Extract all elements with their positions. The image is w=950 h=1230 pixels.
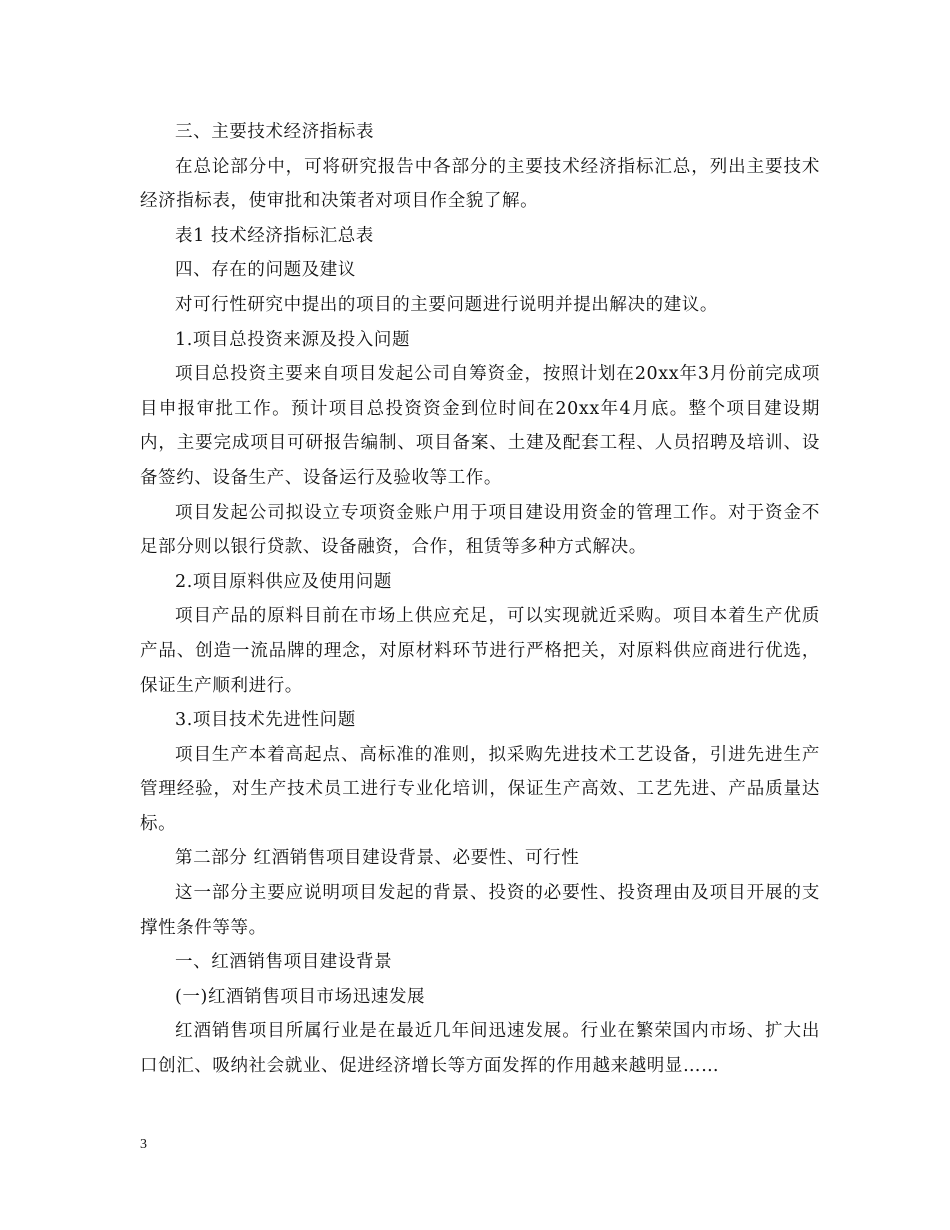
part-heading: 第二部分 红酒销售项目建设背景、必要性、可行性	[175, 848, 580, 869]
subsection-heading: 3.项目技术先进性问题	[175, 710, 356, 731]
body-paragraph: 对可行性研究中提出的项目的主要问题进行说明并提出解决的建议。	[175, 294, 718, 315]
body-paragraph: 在总论部分中，可将研究报告中各部分的主要技术经济指标汇总，列出主要技术经济指标表，使审批和决策者对项目作全貌了解。	[140, 156, 820, 212]
subsection-heading: 1.项目总投资来源及投入问题	[175, 329, 411, 350]
body-paragraph: 红酒销售项目所属行业是在最近几年间迅速发展。行业在繁荣国内市场、扩大出口创汇、吸纳社会就业、促进经济增长等方面发挥的作用越来越明显……	[140, 1021, 820, 1077]
body-paragraph: 项目生产本着高起点、高标准的准则，拟采购先进技术工艺设备，引进先进生产管理经验，对生产技术员工进行专业化培训，保证生产高效、工艺先进、产品质量达标。	[140, 744, 820, 834]
page-number: 3	[140, 1137, 147, 1152]
body-paragraph: 项目总投资主要来自项目发起公司自筹资金，按照计划在20xx年3月份前完成项目申报审批工作。预计项目总投资资金到位时间在20xx年4月底。整个项目建设期内，主要完成项目可研报告编制、项目备案、土建及配套工程、人员招聘及培训、设备签约、设备生产、设备运行及验收等工作。	[140, 364, 820, 488]
body-paragraph: 项目产品的原料目前在市场上供应充足，可以实现就近采购。项目本着生产优质产品、创造一流品牌的理念，对原材料环节进行严格把关，对原料供应商进行优选，保证生产顺利进行。	[140, 606, 820, 696]
table-caption: 表1 技术经济指标汇总表	[175, 225, 374, 246]
subsection-heading: 2.项目原料供应及使用问题	[175, 571, 392, 592]
subsection-heading: (一)红酒销售项目市场迅速发展	[175, 986, 426, 1007]
section-heading: 一、红酒销售项目建设背景	[175, 952, 393, 973]
body-paragraph: 项目发起公司拟设立专项资金账户用于项目建设用资金的管理工作。对于资金不足部分则以银行贷款、设备融资，合作，租赁等多种方式解决。	[140, 502, 820, 558]
body-paragraph: 这一部分主要应说明项目发起的背景、投资的必要性、投资理由及项目开展的支撑性条件等等。	[140, 883, 820, 938]
section-heading: 三、主要技术经济指标表	[175, 122, 375, 142]
section-heading: 四、存在的问题及建议	[175, 260, 356, 281]
document-body	[140, 115, 820, 1084]
